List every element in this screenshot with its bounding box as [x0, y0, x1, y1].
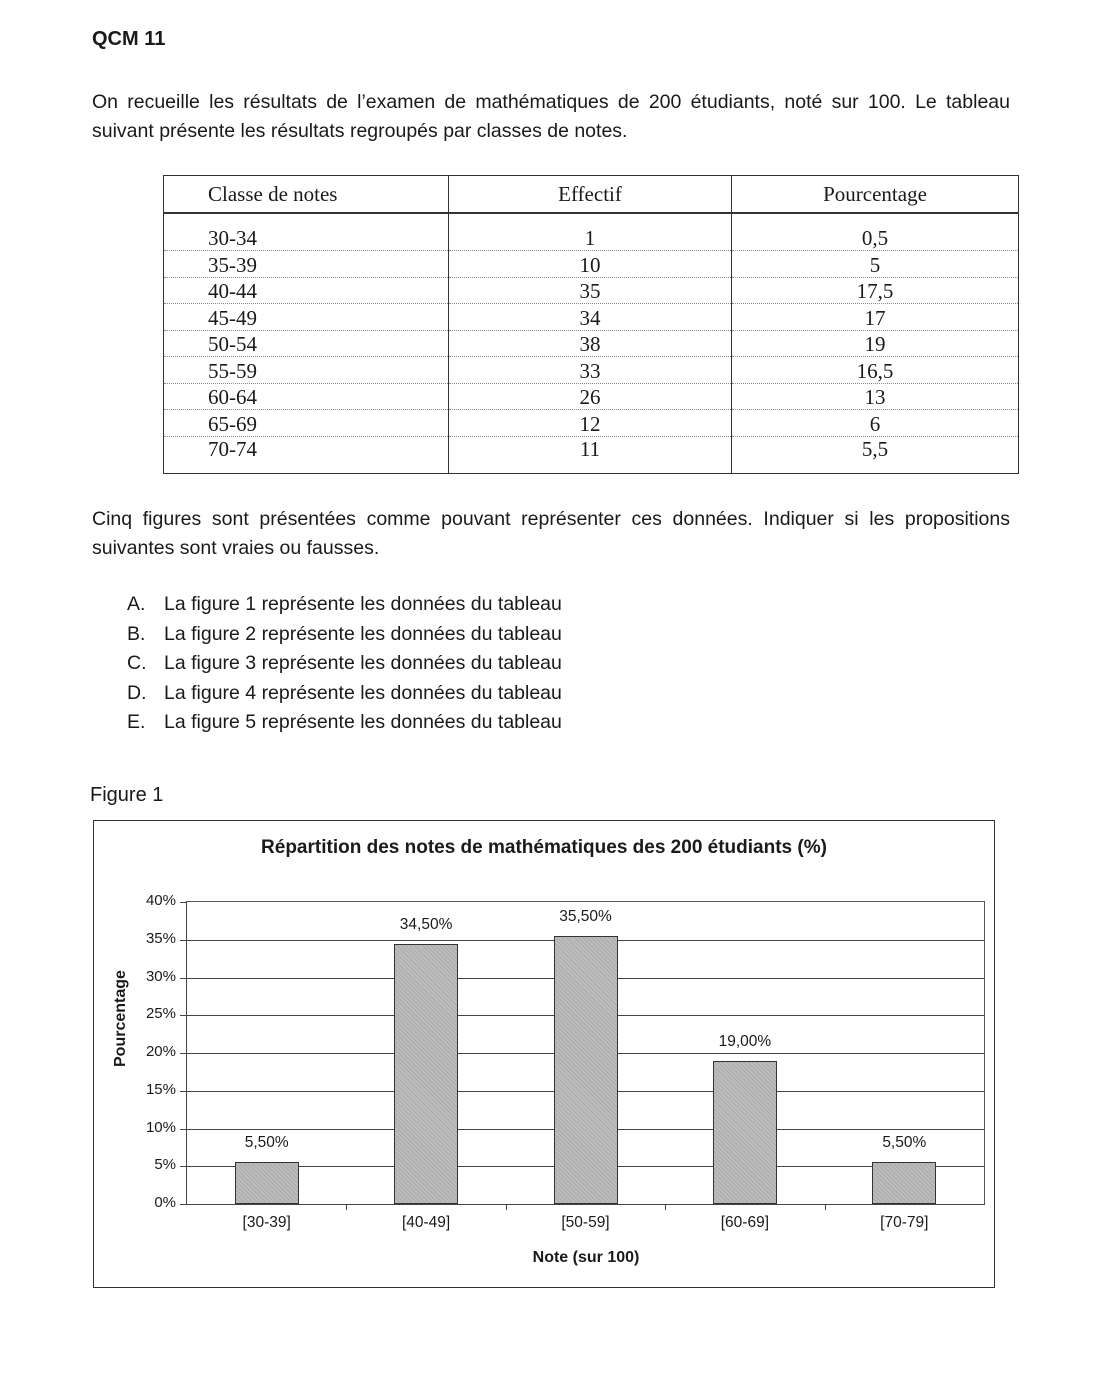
- cell-effectif: 33: [449, 357, 732, 384]
- y-tick-mark: [180, 902, 187, 903]
- bar-value-label: 5,50%: [882, 1134, 927, 1152]
- header-pourcentage: Pourcentage: [732, 176, 1019, 214]
- y-tick-mark: [180, 1091, 187, 1092]
- option-text: La figure 3 représente les données du tableau: [164, 652, 562, 674]
- question-title: QCM 11: [92, 28, 166, 50]
- x-tick-label: [70-79]: [880, 1214, 929, 1231]
- table-header-row: [164, 176, 1019, 214]
- y-tick-mark: [180, 978, 187, 979]
- cell-effectif: 26: [449, 383, 732, 410]
- option-item: [127, 649, 562, 679]
- option-letter: E.: [127, 711, 146, 733]
- option-text: La figure 2 représente les données du tableau: [164, 622, 562, 645]
- bar: [554, 936, 618, 1204]
- cell-pourcentage: 6: [732, 410, 1019, 437]
- question-intro: On recueille les résultats de l’examen de mathématiques de 200 étudiants, noté sur 100. Le tableau suivant présente les résultats regroupés par classes de notes.: [92, 91, 1010, 142]
- plot-area: [186, 901, 985, 1231]
- x-tick-label: [30-39]: [242, 1214, 291, 1231]
- chart-title: Répartition des notes de mathématiques des 200 étudiants (%): [261, 837, 827, 858]
- cell-classe: 65-69: [164, 410, 449, 437]
- answer-options: [127, 590, 562, 738]
- cell-classe: 45-49: [164, 304, 449, 331]
- table-row: [164, 330, 1019, 357]
- y-tick-label: 25%: [145, 1005, 176, 1023]
- table-row: [164, 251, 1019, 278]
- x-tick-mark: [346, 1204, 347, 1210]
- cell-classe: 35-39: [164, 251, 449, 278]
- bar-value-label: 35,50%: [559, 907, 612, 925]
- option-letter: A.: [127, 593, 146, 615]
- header-effectif: Effectif: [449, 176, 732, 214]
- y-tick-label: 15%: [145, 1080, 176, 1098]
- cell-classe: 40-44: [164, 277, 449, 304]
- option-letter: C.: [127, 652, 147, 674]
- table-row: [164, 277, 1019, 304]
- option-item: [127, 679, 562, 709]
- cell-effectif: 10: [449, 251, 732, 278]
- y-tick-mark: [180, 1204, 187, 1205]
- cell-pourcentage: 17: [732, 304, 1019, 331]
- cell-pourcentage: 16,5: [732, 357, 1019, 384]
- y-tick-label: 5%: [154, 1156, 176, 1174]
- y-tick-mark: [180, 1166, 187, 1167]
- option-item: [127, 620, 562, 650]
- cell-classe: 55-59: [164, 357, 449, 384]
- grades-table: [163, 175, 1019, 474]
- y-tick-label: 0%: [154, 1194, 176, 1211]
- x-tick-label: [40-49]: [401, 1214, 451, 1231]
- cell-pourcentage: 17,5: [732, 277, 1019, 304]
- cell-pourcentage: 0,5: [732, 213, 1019, 251]
- cell-pourcentage: 5: [732, 251, 1019, 278]
- header-classe: Classe de notes: [164, 176, 449, 214]
- bar-value-label: 19,00%: [718, 1032, 772, 1050]
- cell-effectif: 38: [449, 330, 732, 357]
- x-tick-label: [50-59]: [561, 1214, 610, 1231]
- option-text: La figure 5 représente les données du tableau: [164, 711, 562, 733]
- table-row: [164, 436, 1019, 473]
- bar-value-label: 34,50%: [399, 915, 453, 933]
- option-text: La figure 1 représente les données du tableau: [164, 593, 562, 615]
- x-tick-mark: [506, 1204, 507, 1210]
- y-tick-label: 40%: [145, 892, 176, 909]
- cell-effectif: 1: [449, 213, 732, 251]
- cell-classe: 70-74: [164, 436, 449, 473]
- cell-effectif: 35: [449, 277, 732, 304]
- y-axis-label: Pourcentage: [112, 970, 129, 1067]
- x-axis-label: Note (sur 100): [532, 1249, 640, 1266]
- bar: [235, 1162, 299, 1204]
- cell-effectif: 34: [449, 304, 732, 331]
- option-letter: D.: [127, 681, 147, 704]
- y-tick-mark: [180, 1129, 187, 1130]
- option-item: [127, 708, 562, 738]
- cell-classe: 60-64: [164, 383, 449, 410]
- option-letter: B.: [127, 622, 146, 645]
- bar: [394, 944, 458, 1204]
- table-row: [164, 357, 1019, 384]
- cell-classe: 50-54: [164, 330, 449, 357]
- figure-label: Figure 1: [90, 784, 164, 806]
- cell-pourcentage: 13: [732, 383, 1019, 410]
- table-row: [164, 410, 1019, 437]
- question-instruction: Cinq figures sont présentées comme pouvant représenter ces données. Indiquer si les propositions suivantes sont vraies ou fausses.: [92, 508, 1010, 559]
- cell-pourcentage: 19: [732, 330, 1019, 357]
- bar-value-label: 5,50%: [244, 1134, 289, 1152]
- bar: [872, 1162, 936, 1204]
- cell-classe: 30-34: [164, 213, 449, 251]
- cell-effectif: 11: [449, 436, 732, 473]
- y-tick-label: 30%: [145, 967, 176, 985]
- table-row: [164, 304, 1019, 331]
- table-row: [164, 213, 1019, 251]
- table-row: [164, 383, 1019, 410]
- x-tick-mark: [665, 1204, 666, 1210]
- cell-effectif: 12: [449, 410, 732, 437]
- bar: [713, 1061, 777, 1204]
- figure-1-chart: [93, 820, 995, 1288]
- x-tick-mark: [825, 1204, 826, 1210]
- y-tick-label: 10%: [145, 1118, 176, 1136]
- y-tick-label: 20%: [145, 1043, 176, 1060]
- option-item: [127, 590, 562, 620]
- y-tick-label: 35%: [145, 929, 176, 947]
- y-tick-mark: [180, 940, 187, 941]
- y-tick-mark: [180, 1015, 187, 1016]
- y-tick-mark: [180, 1053, 187, 1054]
- x-tick-label: [60-69]: [720, 1214, 770, 1231]
- option-text: La figure 4 représente les données du tableau: [164, 681, 562, 704]
- cell-pourcentage: 5,5: [732, 436, 1019, 473]
